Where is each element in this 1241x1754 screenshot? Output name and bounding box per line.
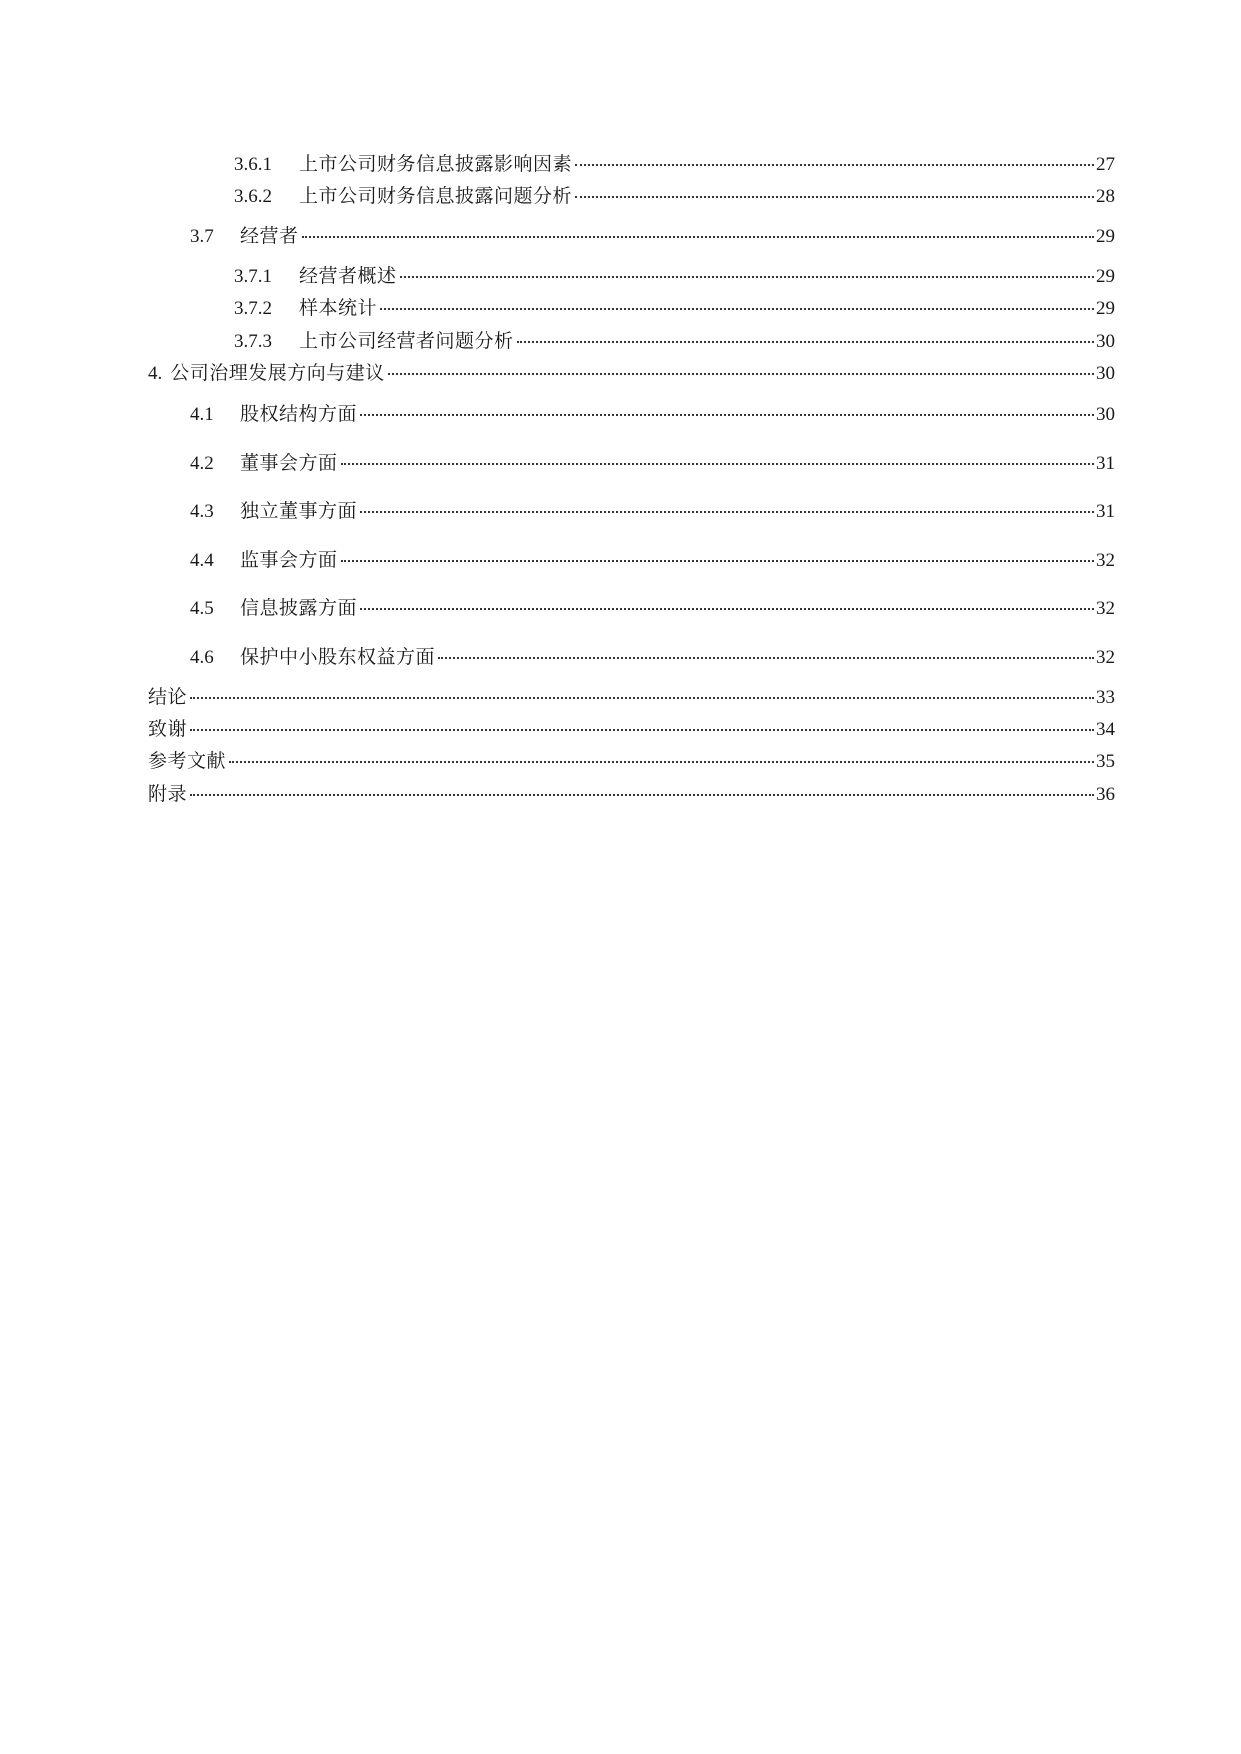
toc-entry-page: 29 (1096, 298, 1115, 319)
toc-dot-leader (517, 341, 1094, 343)
toc-dot-leader (360, 511, 1094, 513)
toc-entry-page: 27 (1096, 154, 1115, 175)
toc-entry-page: 28 (1096, 186, 1115, 207)
toc-entry-page: 30 (1096, 363, 1115, 384)
toc-entry[interactable] (148, 361, 1115, 385)
toc-dot-leader (400, 276, 1094, 278)
toc-entry-title: 结论 (148, 686, 188, 708)
toc-entry-title: 上市公司经营者问题分析 (299, 330, 514, 352)
toc-entry-number: 3.7.2 (234, 298, 272, 319)
toc-entry-number: 3.7.1 (234, 266, 272, 287)
toc-dot-leader (380, 308, 1094, 310)
toc-entry[interactable] (148, 782, 1115, 806)
toc-entry[interactable] (190, 548, 1115, 572)
toc-entry-title: 致谢 (148, 718, 188, 740)
toc-dot-leader (190, 697, 1094, 699)
toc-dot-leader (341, 560, 1094, 562)
toc-entry[interactable] (190, 451, 1115, 475)
toc-entry-title: 上市公司财务信息披露问题分析 (299, 185, 573, 207)
toc-entry[interactable] (234, 329, 1115, 353)
toc-entry-number: 4.5 (190, 598, 214, 619)
toc-dot-leader (229, 761, 1094, 763)
toc-entry-page: 29 (1096, 266, 1115, 287)
toc-entry[interactable] (190, 499, 1115, 523)
toc-dot-leader (190, 729, 1094, 731)
toc-entry-page: 32 (1096, 598, 1115, 619)
toc-entry-page: 31 (1096, 453, 1115, 474)
toc-entry-page: 31 (1096, 501, 1115, 522)
toc-entry-number: 3.6.1 (234, 154, 272, 175)
toc-entry-page: 32 (1096, 550, 1115, 571)
toc-entry-title: 股权结构方面 (240, 403, 358, 425)
toc-entry-number: 3.7 (190, 226, 214, 247)
toc-dot-leader (302, 236, 1094, 238)
toc-entry[interactable] (148, 749, 1115, 773)
toc-entry-number: 3.6.2 (234, 186, 272, 207)
toc-entry-number: 4.2 (190, 453, 214, 474)
toc-dot-leader (388, 373, 1094, 375)
toc-entry-number: 4.4 (190, 550, 214, 571)
toc-entry[interactable] (190, 402, 1115, 426)
toc-entry-title: 监事会方面 (240, 549, 338, 571)
toc-dot-leader (360, 414, 1094, 416)
toc-entry[interactable] (190, 224, 1115, 248)
toc-dot-leader (190, 794, 1094, 796)
toc-entry-number: 3.7.3 (234, 331, 272, 352)
toc-entry[interactable] (148, 685, 1115, 709)
toc-dot-leader (438, 657, 1094, 659)
toc-entry[interactable] (234, 184, 1115, 208)
toc-entry-page: 30 (1096, 404, 1115, 425)
toc-entry-title: 经营者概述 (299, 265, 397, 287)
toc-dot-leader (341, 463, 1094, 465)
toc-entry-title: 信息披露方面 (240, 597, 358, 619)
toc-entry-title: 公司治理发展方向与建议 (170, 362, 385, 384)
toc-entry-page: 29 (1096, 226, 1115, 247)
toc-entry-title: 上市公司财务信息披露影响因素 (299, 153, 573, 175)
toc-entry-title: 样本统计 (299, 297, 378, 319)
toc-entry-title: 附录 (148, 783, 188, 805)
toc-dot-leader (360, 608, 1094, 610)
toc-entry[interactable] (234, 264, 1115, 288)
toc-entry-title: 董事会方面 (240, 452, 338, 474)
toc-entry-number: 4.1 (190, 404, 214, 425)
toc-entry-page: 33 (1096, 687, 1115, 708)
toc-entry[interactable] (148, 717, 1115, 741)
toc-entry-page: 30 (1096, 331, 1115, 352)
toc-entry[interactable] (234, 296, 1115, 320)
toc-entry-page: 34 (1096, 719, 1115, 740)
toc-entry-title: 经营者 (240, 225, 299, 247)
toc-entry-page: 36 (1096, 784, 1115, 805)
toc-entry-number: 4. (148, 363, 163, 384)
toc-entry-title: 参考文献 (148, 750, 227, 772)
toc-entry[interactable] (190, 596, 1115, 620)
toc-entry-title: 保护中小股东权益方面 (240, 646, 436, 668)
toc-entry-page: 35 (1096, 751, 1115, 772)
toc-entry[interactable] (234, 152, 1115, 176)
toc-entry-number: 4.6 (190, 647, 214, 668)
toc-entry-page: 32 (1096, 647, 1115, 668)
toc-entry-number: 4.3 (190, 501, 214, 522)
toc-entry-title: 独立董事方面 (240, 500, 358, 522)
toc-dot-leader (575, 164, 1094, 166)
toc-entry[interactable] (190, 645, 1115, 669)
toc-dot-leader (575, 196, 1094, 198)
